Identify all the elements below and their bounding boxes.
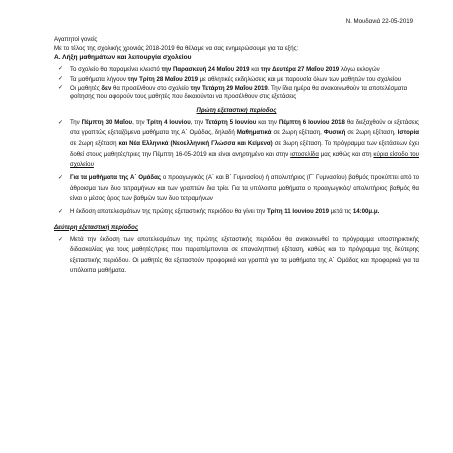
text-run: θα προσέλθουν στο σχολείο [111, 85, 191, 93]
date-emphasis: Τρίτη 4 Ιουνίου [146, 118, 191, 126]
checkmark-bullet-icon: ✓ [58, 236, 63, 243]
list-item [54, 235, 419, 278]
subject-emphasis: Μαθηματικά [236, 129, 272, 137]
list-item [54, 207, 419, 218]
date-emphasis: Πέμπτη 6 Ιουνίου 2018 [278, 118, 345, 126]
school-entrance-underlined: κύρια είσοδο του σχολείου [70, 150, 420, 169]
date-emphasis: την Τρίτη 28 Μαΐου 2019 [127, 75, 198, 83]
time-emphasis: 14:00μ.μ. [352, 208, 380, 216]
date-emphasis: την Δευτέρα 27 Μαΐου 2019 [260, 65, 340, 73]
text-run: , την [132, 118, 147, 126]
text-run: και [249, 65, 261, 73]
section-a-list [54, 66, 419, 101]
first-period-heading: Πρώτη εξεταστική περίοδος [196, 107, 277, 115]
text-run: Η έκδοση αποτελεσμάτων της πρώτης εξεταστικής περιόδου θα γίνει την [70, 208, 267, 216]
text-run: θα διεξαχθούν οι εξετάσεις στα γραπτώς εξεταζόμενα μαθήματα της Α΄ Ομάδας, δηλαδή [70, 118, 419, 137]
subject-emphasis: και Νέα Ελληνικά (Νεοελληνική Γλώσσα και Κείμενα) [118, 140, 273, 148]
second-period-list [54, 235, 419, 278]
text-run: σε 2ωρη εξέταση [70, 140, 119, 148]
text-run: μετά τις [328, 208, 353, 216]
checkmark-bullet-icon: ✓ [58, 85, 63, 92]
date-emphasis: Τετάρτη 5 Ιουνίου [205, 118, 257, 126]
text-run: Οι μαθητές [70, 85, 102, 93]
group-a-emphasis: Για τα μαθήματα της Α΄ Ομάδας [70, 174, 162, 182]
text-run: Μετά την έκδοση των αποτελεσμάτων της πρώτης εξεταστικής περιόδου θα ανακοινωθεί το πρόγραμμα υποστηρικτικής διδασκαλίας για τους μαθητές/τριες που παραπέμπονται σε επαναληπτική εξέταση, καθώς και το πρόγραμμα της δεύτερης εξεταστικής περιόδου. Οι μαθητές θα εξεταστούν προφορικά και γραπτά για τα μαθήματα της Α΄ Ομάδας και προφορικά για τα υπόλοιπα μαθήματα. [70, 235, 419, 275]
website-link[interactable]: ιστοσελίδα [290, 150, 319, 158]
list-item [54, 85, 419, 101]
text-run: σε 2ωρη εξέταση, [345, 129, 398, 137]
text-run: σε 3ωρη εξέταση. Το πρόγραμμα των εξετάσεων έχει δοθεί στους μαθητές/τριες την Πέμπτη 16-05-2019 και είναι ανηρτημένο και στην [70, 140, 420, 158]
list-item [54, 173, 419, 205]
second-period-heading: Δεύτερη εξεταστική περίοδος [54, 223, 139, 231]
emphasis: δεν [101, 85, 112, 93]
text-run: ο προαγωγικός (Α΄ και Β΄ Γυμνασίου) ή απολυτήριος (Γ΄ Γυμνασίου) βαθμός προκύπτει από το άθροισμα των δυο τετραμήνων και των γραπτών δια τρία. Για τα υπόλοιπα μαθήματα ο προαγωγικός/ απολυτήριος βαθμός θα είναι ο μέσος όρος των βαθμών των δυο τετραμήνων [70, 174, 419, 203]
text-run: Τα μαθήματα λήγουν [70, 75, 128, 83]
list-item [54, 76, 419, 84]
date-emphasis: την Τετάρτη 29 Μαΐου 2019 [190, 85, 268, 93]
text-run: λόγω εκλογών [339, 65, 380, 73]
text-run: Την [70, 118, 82, 126]
checkmark-bullet-icon: ✓ [58, 209, 63, 216]
list-item [54, 66, 419, 74]
text-run: Το σχολείο θα παραμείνει κλειστό [70, 65, 162, 73]
checkmark-bullet-icon: ✓ [58, 75, 63, 82]
text-run: . Την ίδια ημέρα θα ανακοινωθούν τα αποτελέσματα φοίτησης που αφορούν τους μαθητές που δικαιούνται να προσέλθουν στις εξετάσεις [70, 85, 408, 101]
checkmark-bullet-icon: ✓ [58, 119, 63, 126]
subject-emphasis: Φυσική [323, 129, 346, 137]
section-a-title: Α. Λήξη μαθημάτων και λειτουργία σχολείου [54, 54, 192, 62]
date-emphasis: την Παρασκευή 24 Μαΐου 2019 [161, 65, 250, 73]
list-item [54, 118, 419, 171]
intro-paragraph: Με το τέλος της σχολικής χρονιάς 2018-2019 θα θέλαμε να σας ενημερώσουμε για τα εξής: [54, 44, 299, 52]
greeting: Αγαπητοί γονείς [54, 35, 98, 43]
first-period-list [54, 118, 419, 218]
text-run: και την [256, 118, 279, 126]
date-line: Ν. Μουδανιά 22-05-2019 [345, 18, 413, 25]
checkmark-bullet-icon: ✓ [58, 65, 63, 72]
date-emphasis: Τρίτη 11 Ιουνίου 2019 [266, 208, 329, 216]
text-run: , την [190, 118, 206, 126]
date-emphasis: Πέμπτη 30 Μαΐου [81, 118, 133, 126]
checkmark-bullet-icon: ✓ [58, 175, 63, 182]
subject-emphasis: Ιστορία [397, 129, 419, 137]
text-run: σε 2ωρη εξέταση, [271, 129, 324, 137]
text-run: με αθλητικές εκδηλώσεις και με παρουσία όλων των μαθητών του σχολείου [197, 75, 402, 83]
text-run: μας καθώς και στη [318, 150, 374, 158]
